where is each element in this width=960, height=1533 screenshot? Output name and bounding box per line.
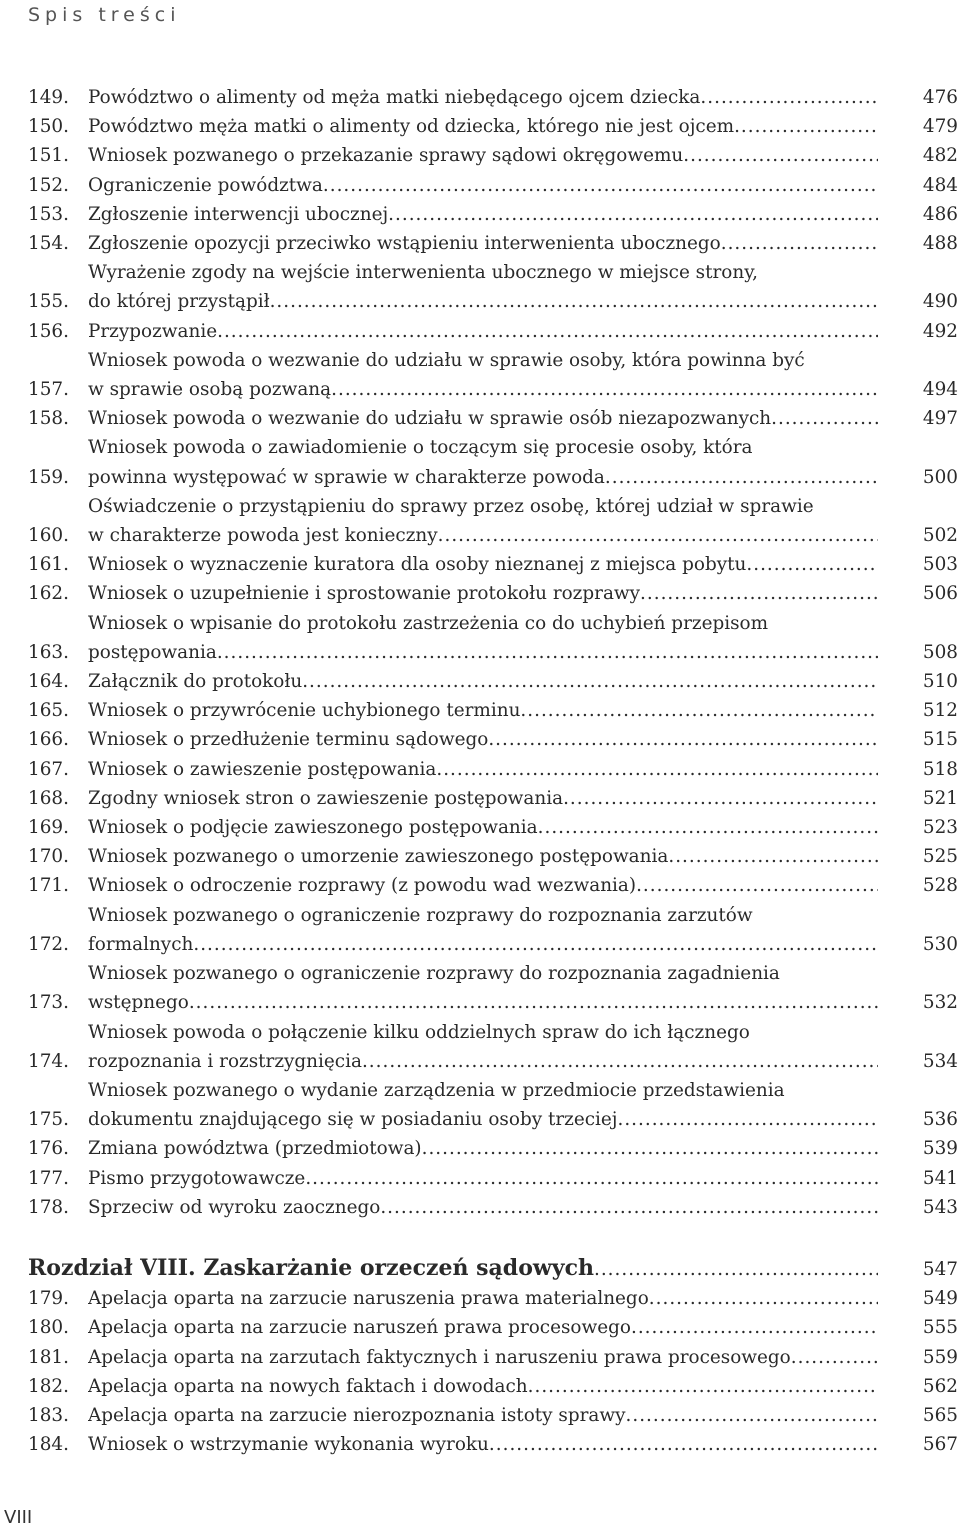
entry-page-number: 521 <box>922 787 958 809</box>
entry-title-text: Powództwo męża matki o alimenty od dziecka, którego nie jest ojcem <box>88 116 735 138</box>
entry-title-line <box>88 433 878 462</box>
entry-title-text: Wniosek pozwanego o ograniczenie rozprawy do rozpoznania zarzutów <box>88 904 753 926</box>
toc-entry[interactable] <box>28 492 958 550</box>
entry-title-text: do której przystąpił <box>88 291 270 313</box>
entry-title <box>88 842 878 871</box>
entry-title <box>88 1313 878 1342</box>
entry-title-text: powinna występować w sprawie w charakterze powoda <box>88 466 605 488</box>
entry-title-text: Zgodny wniosek stron o zawieszenie postępowania <box>88 787 564 809</box>
dot-leader <box>746 550 878 579</box>
entry-title-text: Wniosek powoda o wezwanie do udziału w sprawie osób niezapozwanych <box>88 408 772 430</box>
entry-title-text: Zmiana powództwa (przedmiotowa) <box>88 1138 422 1160</box>
entry-number: 175. <box>28 1109 69 1131</box>
dot-leader <box>721 229 878 258</box>
entry-title-text: formalnych <box>88 933 194 955</box>
dot-leader <box>270 287 878 316</box>
entry-number: 160. <box>28 525 69 547</box>
toc-entry[interactable] <box>28 813 958 842</box>
entry-title <box>88 696 878 725</box>
entry-title-line <box>88 521 878 550</box>
dot-leader <box>302 667 878 696</box>
toc-entry[interactable] <box>28 1284 958 1313</box>
entry-title-line <box>88 609 878 638</box>
entry-title-text: Załącznik do protokołu <box>88 671 303 693</box>
toc-entry[interactable] <box>28 1372 958 1401</box>
chapter-body <box>28 1254 878 1284</box>
toc-entry[interactable] <box>28 959 958 1017</box>
entry-title-text: Wniosek o przywrócenie uchybionego terminu <box>88 700 521 722</box>
entry-number: 150. <box>28 116 69 138</box>
entry-number: 153. <box>28 203 69 225</box>
entry-page-number: 512 <box>922 700 958 722</box>
chapter-heading[interactable] <box>28 1254 958 1284</box>
entry-number: 181. <box>28 1346 69 1368</box>
entry-page-number: 523 <box>922 817 958 839</box>
entry-title <box>88 200 878 229</box>
entry-number: 154. <box>28 233 69 255</box>
entry-title-text: Wniosek pozwanego o umorzenie zawieszonego postępowania <box>88 846 669 868</box>
entry-title <box>88 1018 878 1076</box>
dot-leader <box>438 521 878 550</box>
entry-title <box>88 901 878 959</box>
entry-page-number: 515 <box>922 729 958 751</box>
entry-number: 167. <box>28 758 69 780</box>
entry-number: 168. <box>28 787 69 809</box>
entry-number: 156. <box>28 320 69 342</box>
toc-entry[interactable] <box>28 579 958 608</box>
dot-leader <box>436 755 878 784</box>
entry-title-text: Zgłoszenie interwencji ubocznej <box>88 203 389 225</box>
entry-title <box>88 1193 878 1222</box>
entry-title-line <box>88 83 878 112</box>
toc-entry[interactable] <box>28 258 958 316</box>
dot-leader <box>640 579 878 608</box>
entry-page-number: 500 <box>922 466 958 488</box>
entry-page-number: 518 <box>922 758 958 780</box>
toc-entry[interactable] <box>28 1401 958 1430</box>
toc-entry[interactable] <box>28 609 958 667</box>
entry-number: 152. <box>28 174 69 196</box>
toc-entry[interactable] <box>28 200 958 229</box>
entry-title-line <box>88 667 878 696</box>
entry-title-line <box>88 258 878 287</box>
running-header: Spis treści <box>28 4 181 26</box>
entry-title-line <box>88 1430 878 1459</box>
entry-title-line <box>88 725 878 754</box>
entry-title <box>88 492 878 550</box>
entry-title <box>88 550 878 579</box>
toc-entry[interactable] <box>28 755 958 784</box>
entry-title-line <box>88 317 878 346</box>
entry-page-number: 539 <box>922 1138 958 1160</box>
entry-title-text: Apelacja oparta na nowych faktach i dowodach <box>88 1375 528 1397</box>
toc-entry[interactable] <box>28 317 958 346</box>
entry-title <box>88 667 878 696</box>
entry-title-text: Wniosek pozwanego o ograniczenie rozprawy do rozpoznania zagadnienia <box>88 963 780 985</box>
toc-entry[interactable] <box>28 141 958 170</box>
page-number-roman: VIII <box>4 1507 33 1528</box>
toc-entry[interactable] <box>28 1343 958 1372</box>
entry-page-number: 532 <box>922 992 958 1014</box>
dot-leader <box>636 871 878 900</box>
entry-page-number: 503 <box>922 554 958 576</box>
entry-title-text: Wniosek powoda o zawiadomienie o toczącym się procesie osoby, która <box>88 437 753 459</box>
entry-title-line <box>88 1134 878 1163</box>
dot-leader <box>193 930 878 959</box>
entry-number: 183. <box>28 1404 69 1426</box>
entry-title-line <box>88 404 878 433</box>
entry-title-text: Pismo przygotowawcze <box>88 1167 306 1189</box>
dot-leader <box>626 1401 879 1430</box>
entry-title-line <box>88 1313 878 1342</box>
entry-page-number: 534 <box>922 1050 958 1072</box>
toc-entry[interactable] <box>28 1313 958 1342</box>
entry-title-text: dokumentu znajdującego się w posiadaniu osoby trzeciej <box>88 1109 618 1131</box>
toc-entry[interactable] <box>28 1193 958 1222</box>
dot-leader <box>617 1105 878 1134</box>
entry-title-text: w charakterze powoda jest konieczny <box>88 525 438 547</box>
entry-title-text: postępowania <box>88 641 217 663</box>
entry-title-line <box>88 1372 878 1401</box>
toc-entry[interactable] <box>28 83 958 112</box>
entry-title-text: Powództwo o alimenty od męża matki niebędącego ojcem dziecka <box>88 87 701 108</box>
entry-number: 161. <box>28 554 69 576</box>
entry-page-number: 482 <box>922 145 958 167</box>
entry-page-number: 488 <box>922 233 958 255</box>
entry-title-text: Wniosek o wyznaczenie kuratora dla osoby nieznanej z miejsca pobytu <box>88 554 747 576</box>
entry-title-line <box>88 1076 878 1105</box>
dot-leader <box>538 813 878 842</box>
entry-title-line <box>88 1164 878 1193</box>
entry-title <box>88 1164 878 1193</box>
entry-title-line <box>88 112 878 141</box>
entry-title-line <box>88 696 878 725</box>
dot-leader <box>388 200 878 229</box>
entry-page-number: 490 <box>922 291 958 313</box>
entry-title-text: Przypozwanie <box>88 320 218 342</box>
dot-leader <box>217 317 878 346</box>
entry-page-number: 530 <box>922 933 958 955</box>
dot-leader <box>734 112 878 141</box>
entry-number: 158. <box>28 408 69 430</box>
entry-title <box>88 317 878 346</box>
entry-title-text: Wniosek pozwanego o wydanie zarządzenia w przedmiocie przedstawienia <box>88 1079 785 1101</box>
entry-title-text: Wniosek o uzupełnienie i sprostowanie protokołu rozprawy <box>88 583 641 605</box>
entry-page-number: 567 <box>922 1434 958 1456</box>
entry-title <box>88 1343 878 1372</box>
entry-title <box>88 1372 878 1401</box>
entry-title-line <box>88 842 878 871</box>
entry-title-text: Apelacja oparta na zarzucie naruszeń prawa procesowego <box>88 1317 631 1339</box>
entry-number: 172. <box>28 933 69 955</box>
entry-title-line <box>88 141 878 170</box>
entry-number: 169. <box>28 817 69 839</box>
chapter-page-number: 547 <box>922 1258 958 1280</box>
dot-leader <box>668 842 878 871</box>
entry-title <box>88 83 878 112</box>
dot-leader <box>380 1193 878 1222</box>
entry-number: 174. <box>28 1050 69 1072</box>
table-of-contents <box>28 83 958 1459</box>
entry-number: 165. <box>28 700 69 722</box>
entry-page-number: 494 <box>922 379 958 401</box>
dot-leader <box>323 171 878 200</box>
entry-title-line <box>88 579 878 608</box>
entry-title-line <box>88 901 878 930</box>
entry-title-text: Wniosek o zawieszenie postępowania <box>88 758 437 780</box>
entry-title <box>88 813 878 842</box>
entry-page-number: 479 <box>922 116 958 138</box>
entry-title <box>88 609 878 667</box>
entry-title <box>88 1134 878 1163</box>
entry-number: 149. <box>28 87 69 108</box>
dot-leader <box>331 375 878 404</box>
chapter-line <box>28 1254 878 1284</box>
entry-title-text: Oświadczenie o przystąpieniu do sprawy przez osobę, której udział w sprawie <box>88 495 814 517</box>
entry-title <box>88 346 878 404</box>
dot-leader <box>422 1134 878 1163</box>
entry-title <box>88 1430 878 1459</box>
entry-title-line <box>88 784 878 813</box>
toc-entry[interactable] <box>28 1076 958 1134</box>
dot-leader <box>563 784 878 813</box>
entry-page-number: 565 <box>922 1404 958 1426</box>
entry-title-line <box>88 1343 878 1372</box>
entry-title <box>88 871 878 900</box>
entry-page-number: 492 <box>922 320 958 342</box>
entry-title-text: rozpoznania i rozstrzygnięcia <box>88 1050 362 1072</box>
entry-title-line <box>88 346 878 375</box>
entry-title-text: Sprzeciw od wyroku zaocznego <box>88 1196 381 1218</box>
entry-title-line <box>88 638 878 667</box>
dot-leader <box>489 1430 878 1459</box>
entry-title-text: Wniosek o podjęcie zawieszonego postępowania <box>88 817 538 839</box>
entry-title-line <box>88 229 878 258</box>
entry-title-line <box>88 988 878 1017</box>
dot-leader <box>594 1255 878 1284</box>
entry-page-number: 549 <box>922 1288 958 1310</box>
entry-title-text: Wniosek o odroczenie rozprawy (z powodu wad wezwania) <box>88 875 637 897</box>
entry-number: 159. <box>28 466 69 488</box>
dot-leader <box>683 141 878 170</box>
toc-entry[interactable] <box>28 1430 958 1459</box>
toc-entry[interactable] <box>28 842 958 871</box>
entry-title <box>88 579 878 608</box>
entry-page-number: 525 <box>922 846 958 868</box>
entry-page-number: 555 <box>922 1317 958 1339</box>
entry-title-line <box>88 375 878 404</box>
toc-entry[interactable] <box>28 1164 958 1193</box>
entry-number: 184. <box>28 1434 69 1456</box>
entry-title-line <box>88 871 878 900</box>
entry-number: 155. <box>28 291 69 313</box>
entry-title-text: Wniosek powoda o połączenie kilku oddzielnych spraw do ich łącznego <box>88 1021 750 1043</box>
entry-title-line <box>88 813 878 842</box>
toc-entry[interactable] <box>28 1134 958 1163</box>
toc-entry[interactable] <box>28 346 958 404</box>
entry-title-text: Wniosek o wpisanie do protokołu zastrzeżenia co do uchybień przepisom <box>88 612 769 634</box>
dot-leader <box>700 83 878 112</box>
entry-page-number: 543 <box>922 1196 958 1218</box>
entry-title-text: Wniosek pozwanego o przekazanie sprawy sądowi okręgowemu <box>88 145 684 167</box>
toc-entry[interactable] <box>28 784 958 813</box>
entry-title <box>88 784 878 813</box>
entry-number: 178. <box>28 1196 69 1218</box>
entry-title-text: Apelacja oparta na zarzucie naruszenia prawa materialnego <box>88 1288 649 1310</box>
entry-title-line <box>88 1401 878 1430</box>
toc-entry[interactable] <box>28 725 958 754</box>
entry-title <box>88 1076 878 1134</box>
entry-page-number: 506 <box>922 583 958 605</box>
entry-number: 182. <box>28 1375 69 1397</box>
entry-title <box>88 959 878 1017</box>
entry-number: 157. <box>28 379 69 401</box>
entry-number: 166. <box>28 729 69 751</box>
entry-title-line <box>88 755 878 784</box>
entry-number: 180. <box>28 1317 69 1339</box>
entry-number: 179. <box>28 1288 69 1310</box>
entry-number: 176. <box>28 1138 69 1160</box>
dot-leader <box>631 1313 878 1342</box>
entry-title-line <box>88 1284 878 1313</box>
dot-leader <box>362 1047 878 1076</box>
entry-title-line <box>88 1047 878 1076</box>
entry-title-text: Ograniczenie powództwa <box>88 174 323 196</box>
entry-title <box>88 1284 878 1313</box>
entry-title-line <box>88 1105 878 1134</box>
entry-page-number: 559 <box>922 1346 958 1368</box>
dot-leader <box>649 1284 878 1313</box>
toc-entry[interactable] <box>28 171 958 200</box>
entry-title-line <box>88 930 878 959</box>
entry-page-number: 486 <box>922 203 958 225</box>
dot-leader <box>488 725 878 754</box>
dot-leader <box>791 1343 878 1372</box>
entry-title <box>88 725 878 754</box>
entry-page-number: 562 <box>922 1375 958 1397</box>
entry-title-text: Apelacja oparta na zarzutach faktycznych i naruszeniu prawa procesowego <box>88 1346 791 1368</box>
toc-chapter-entries <box>28 1284 958 1459</box>
toc-entry[interactable] <box>28 667 958 696</box>
entry-title <box>88 141 878 170</box>
entry-page-number: 484 <box>922 174 958 196</box>
dot-leader <box>605 463 878 492</box>
toc-entry[interactable] <box>28 901 958 959</box>
entry-page-number: 541 <box>922 1167 958 1189</box>
entry-number: 173. <box>28 992 69 1014</box>
toc-entry[interactable] <box>28 404 958 433</box>
entry-number: 170. <box>28 846 69 868</box>
entry-title <box>88 404 878 433</box>
entry-page-number: 510 <box>922 671 958 693</box>
toc-section-entries <box>28 83 958 1222</box>
toc-entry[interactable] <box>28 550 958 579</box>
entry-title-text: wstępnego <box>88 992 189 1014</box>
toc-entry[interactable] <box>28 433 958 491</box>
entry-title-text: w sprawie osobą pozwaną <box>88 379 332 401</box>
entry-page-number: 502 <box>922 525 958 547</box>
dot-leader <box>520 696 878 725</box>
entry-number: 177. <box>28 1167 69 1189</box>
entry-title-line <box>88 550 878 579</box>
toc-entry[interactable] <box>28 696 958 725</box>
entry-page-number: 508 <box>922 641 958 663</box>
entry-title <box>88 229 878 258</box>
toc-entry[interactable] <box>28 871 958 900</box>
entry-title-text: Zgłoszenie opozycji przeciwko wstąpieniu interwenienta ubocznego <box>88 233 721 255</box>
entry-title <box>88 171 878 200</box>
entry-title-line <box>88 287 878 316</box>
entry-page-number: 536 <box>922 1109 958 1131</box>
entry-title-text: Wniosek powoda o wezwanie do udziału w sprawie osoby, która powinna być <box>88 349 805 371</box>
dot-leader <box>305 1164 878 1193</box>
entry-title-line <box>88 463 878 492</box>
entry-title <box>88 755 878 784</box>
dot-leader <box>528 1372 878 1401</box>
entry-page-number: 476 <box>922 87 958 108</box>
entry-title-line <box>88 959 878 988</box>
entry-title <box>88 1401 878 1430</box>
entry-title-text: Wniosek o przedłużenie terminu sądowego <box>88 729 489 751</box>
entry-title <box>88 258 878 316</box>
toc-entry[interactable] <box>28 112 958 141</box>
entry-title-text: Wyrażenie zgody na wejście interwenienta ubocznego w miejsce strony, <box>88 262 758 284</box>
entry-page-number: 497 <box>922 408 958 430</box>
entry-number: 162. <box>28 583 69 605</box>
dot-leader <box>189 988 878 1017</box>
dot-leader <box>217 638 878 667</box>
entry-title-line <box>88 1018 878 1047</box>
entry-number: 164. <box>28 671 69 693</box>
toc-entry[interactable] <box>28 1018 958 1076</box>
entry-title-line <box>88 171 878 200</box>
entry-title <box>88 433 878 491</box>
chapter-title: Rozdział VIII. Zaskarżanie orzeczeń sądowych <box>28 1254 594 1281</box>
entry-number: 171. <box>28 875 69 897</box>
entry-title-line <box>88 1193 878 1222</box>
entry-number: 151. <box>28 145 69 167</box>
entry-title <box>88 112 878 141</box>
dot-leader <box>771 404 878 433</box>
entry-title-line <box>88 492 878 521</box>
toc-entry[interactable] <box>28 229 958 258</box>
entry-title-text: Wniosek o wstrzymanie wykonania wyroku <box>88 1434 489 1456</box>
entry-title-text: Apelacja oparta na zarzucie nierozpoznania istoty sprawy <box>88 1404 626 1426</box>
entry-title-line <box>88 200 878 229</box>
entry-number: 163. <box>28 641 69 663</box>
entry-page-number: 528 <box>922 875 958 897</box>
